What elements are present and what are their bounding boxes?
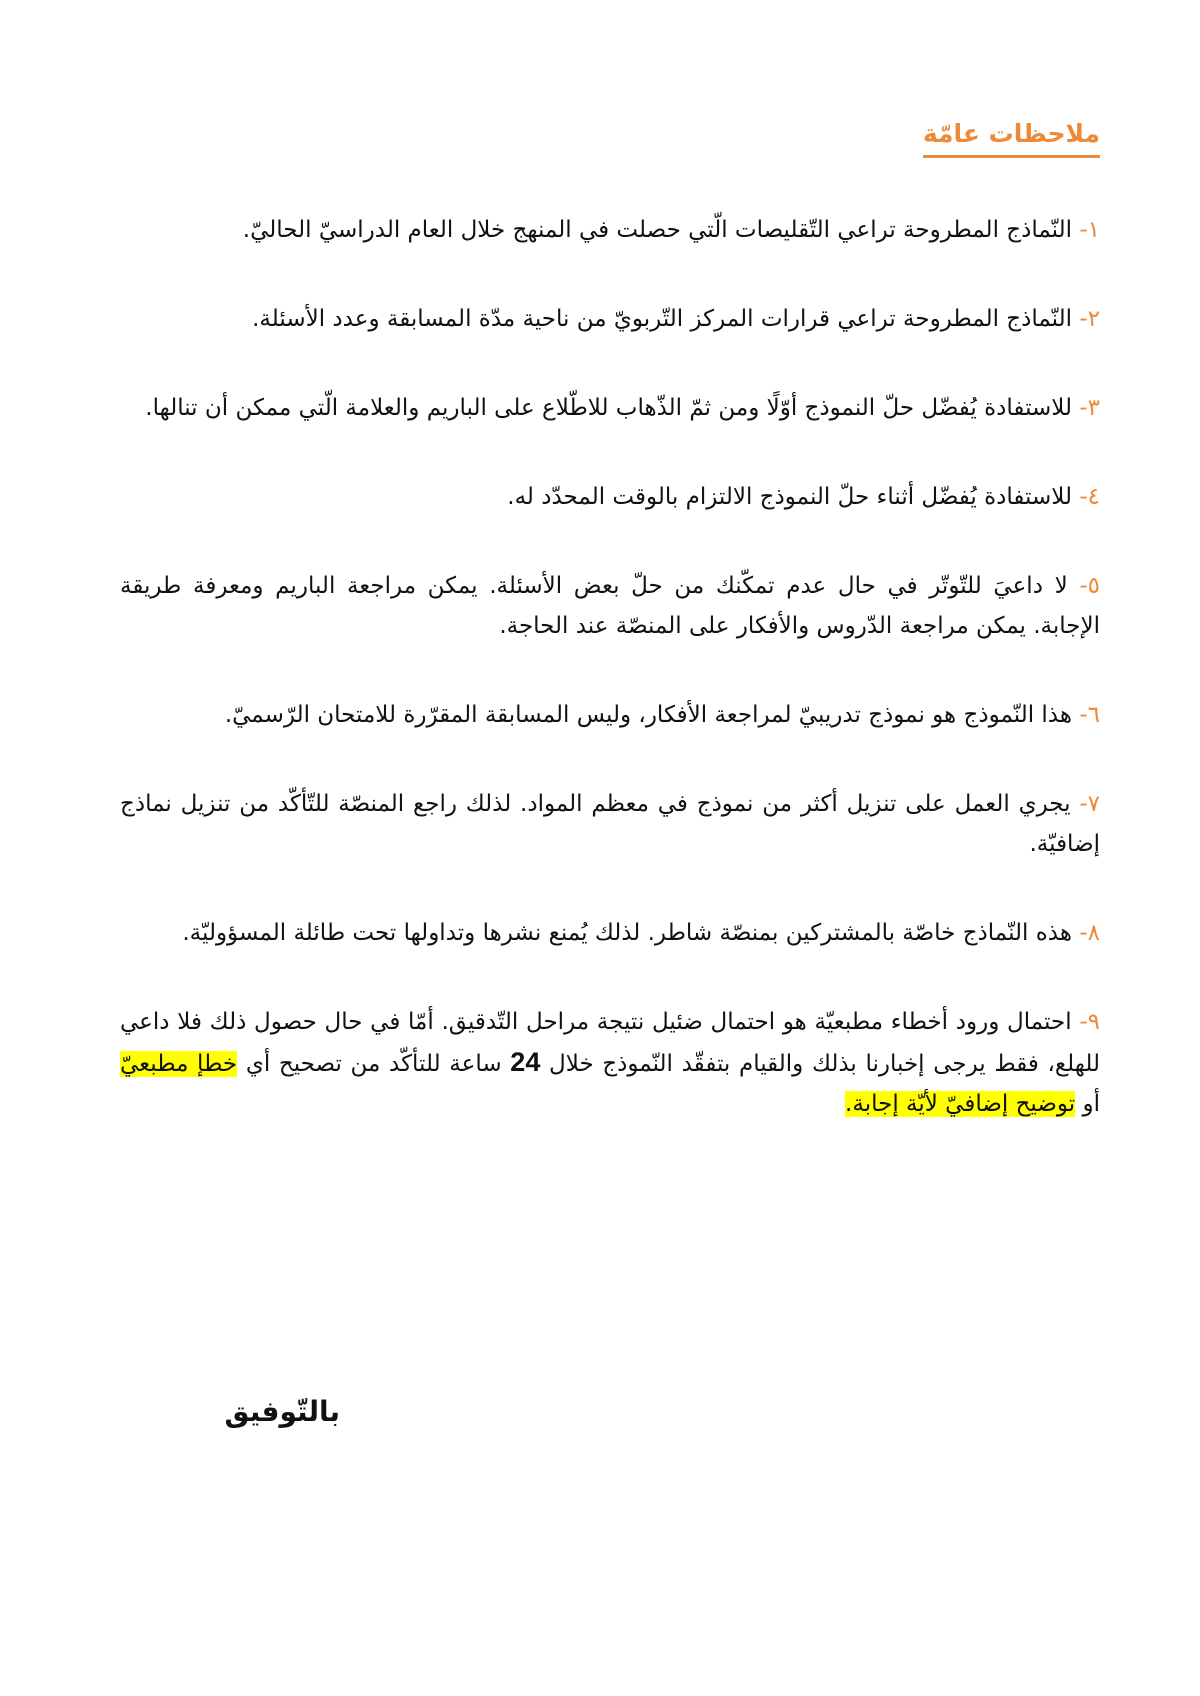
note-text: هذه النّماذج خاصّة بالمشتركين بمنصّة شاطر. لذلك يُمنع نشرها وتداولها تحت طائلة المسؤوليّة. (182, 920, 1073, 946)
note-text: يجري العمل على تنزيل أكثر من نموذج في معظم المواد. لذلك راجع المنصّة للتّأكّد من تنزيل نماذج إضافيّة. (120, 791, 1100, 857)
note-1 (120, 210, 1100, 250)
note-number: ٢- (1079, 306, 1100, 332)
note-7 (120, 784, 1100, 864)
highlight-typo: خطإ مطبعيّ (120, 1051, 238, 1077)
note-6 (120, 695, 1100, 735)
note-4 (120, 477, 1100, 517)
note-end-period: . (845, 1091, 853, 1117)
note-2 (120, 299, 1100, 339)
note-text: النّماذج المطروحة تراعي التّقليصات الّتي حصلت في المنهج خلال العام الدراسيّ الحاليّ. (242, 217, 1073, 243)
note-text: النّماذج المطروحة تراعي قرارات المركز التّربويّ من ناحية مدّة المسابقة وعدد الأسئلة. (252, 306, 1073, 332)
conjunction: أو (1082, 1091, 1100, 1117)
notes-list (120, 210, 1100, 1173)
note-text: لا داعيَ للتّوتّر في حال عدم تمكّنك من حلّ بعض الأسئلة. يمكن مراجعة الباريم ومعرفة طريقة الإجابة. يمكن مراجعة الدّروس والأفكار على المنصّة عند الحاجة. (120, 573, 1100, 639)
page-title: ملاحظات عامّة (923, 118, 1100, 158)
note-number: ٦- (1079, 702, 1100, 728)
note-text: احتمال ورود أخطاء مطبعيّة هو احتمال ضئيل نتيجة مراحل التّدقيق. أمّا في حال حصول ذلك فلا داعي للهلع، فقط يرجى إخبارنا بذلك والقيام بتفقّد النّموذج خلال (120, 1009, 1100, 1077)
note-5 (120, 566, 1100, 646)
note-text-continued: ساعة للتأكّد من تصحيح أي (245, 1051, 502, 1077)
note-text: للاستفادة يُفضّل أثناء حلّ النموذج الالتزام بالوقت المحدّد له. (507, 484, 1073, 510)
note-number: ٧- (1079, 791, 1101, 817)
hours-count: 24 (510, 1047, 541, 1077)
closing-text: بالتّوفيق (224, 1395, 340, 1428)
note-text: هذا النّموذج هو نموذج تدريبيّ لمراجعة الأفكار، وليس المسابقة المقرّرة للامتحان الرّسميّ. (224, 702, 1073, 728)
note-number: ٩- (1079, 1009, 1100, 1035)
note-8 (120, 913, 1100, 953)
notes-page (120, 0, 1100, 1696)
note-number: ٤- (1079, 484, 1100, 510)
note-9 (120, 1002, 1100, 1124)
note-text: للاستفادة يُفضّل حلّ النموذج أوّلًا ومن ثمّ الذّهاب للاطّلاع على الباريم والعلامة الّتي ممكن أن تنالها. (145, 395, 1073, 421)
note-number: ١- (1079, 217, 1100, 243)
note-number: ٨- (1079, 920, 1100, 946)
note-3 (120, 388, 1100, 428)
highlight-clarification: توضيح إضافيّ لأيّة إجابة (852, 1091, 1076, 1117)
note-number: ٥- (1079, 573, 1100, 599)
note-number: ٣- (1079, 395, 1100, 421)
